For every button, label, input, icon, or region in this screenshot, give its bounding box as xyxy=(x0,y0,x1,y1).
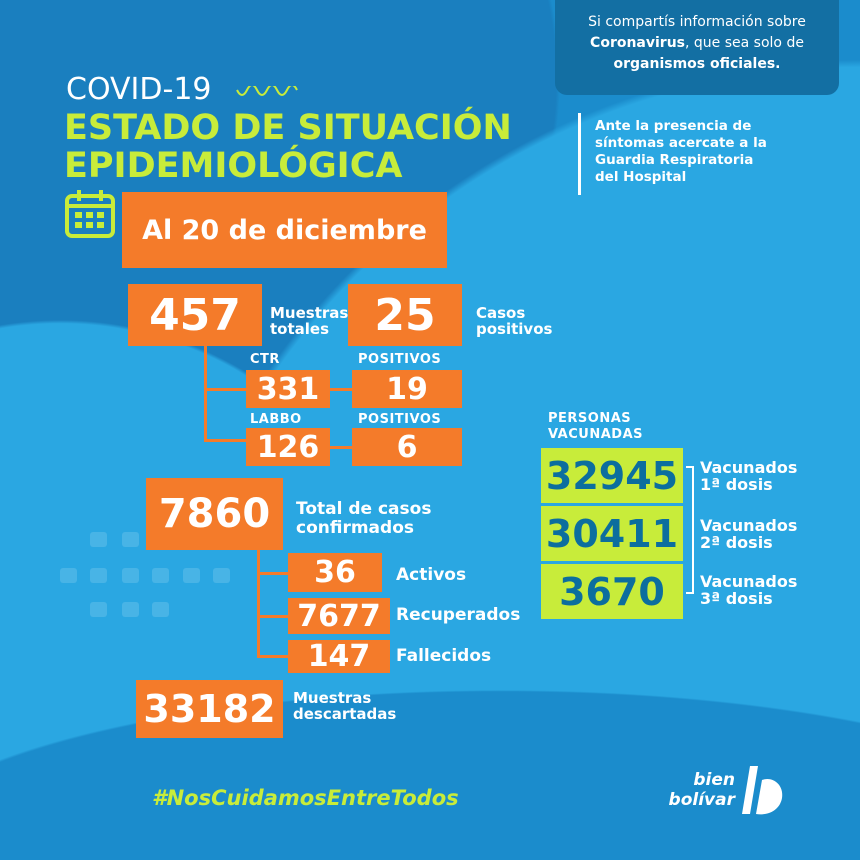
connector-line xyxy=(328,388,354,391)
ctr-label: CTR xyxy=(250,352,280,367)
active-value: 36 xyxy=(288,553,382,592)
discarded-value: 33182 xyxy=(136,680,283,738)
deaths-value: 147 xyxy=(288,640,390,673)
connector-line xyxy=(204,388,248,391)
total-cases-value: 7860 xyxy=(146,478,283,550)
bracket xyxy=(686,466,694,594)
dose3-value: 3670 xyxy=(541,564,683,619)
info-line2-rest: , que sea solo de xyxy=(685,35,804,51)
connector-line xyxy=(257,572,289,575)
wave-icon xyxy=(235,86,301,102)
labbo-label: LABBO xyxy=(250,412,302,427)
connector-line xyxy=(257,550,260,657)
total-cases-label: Total de casos confirmados xyxy=(296,499,432,538)
total-samples-value: 457 xyxy=(128,284,262,346)
logo-icon xyxy=(738,760,786,816)
recovered-value: 7677 xyxy=(288,598,390,634)
date-box: Al 20 de diciembre xyxy=(122,192,447,268)
info-line3: organismos oficiales. xyxy=(613,56,781,72)
dose3-label: Vacunados 3ª dosis xyxy=(700,572,798,608)
advice-text xyxy=(595,118,767,186)
labbo-value: 126 xyxy=(246,428,330,466)
connector-line xyxy=(328,446,354,449)
logo-text: bien bolívar xyxy=(668,770,735,810)
active-label: Activos xyxy=(396,565,467,585)
positive-cases-label: Casos positivos xyxy=(476,304,553,338)
title-line1: ESTADO DE SITUACIÓN xyxy=(64,108,512,148)
advice-line: síntomas acercate a la xyxy=(595,135,767,151)
connector-line xyxy=(204,346,207,441)
dose2-value: 30411 xyxy=(541,506,683,561)
connector-line xyxy=(204,439,248,442)
connector-line xyxy=(257,615,289,618)
labbo-positives-label: POSITIVOS xyxy=(358,412,442,427)
title-line2: EPIDEMIOLÓGICA xyxy=(64,146,403,186)
vaccinated-title: PERSONAS VACUNADAS xyxy=(548,411,643,442)
calendar-icon xyxy=(64,188,116,240)
ctr-value: 331 xyxy=(246,370,330,408)
advice-line: del Hospital xyxy=(595,169,687,185)
deaths-label: Fallecidos xyxy=(396,646,492,666)
dose1-label: Vacunados 1ª dosis xyxy=(700,458,798,494)
advice-line: Guardia Respiratoria xyxy=(595,152,754,168)
recovered-label: Recuperados xyxy=(396,605,521,625)
hashtag: #NosCuidamosEntreTodos xyxy=(152,786,459,810)
ctr-positives-value: 19 xyxy=(352,370,462,408)
advice-line: Ante la presencia de xyxy=(595,118,752,134)
covid-label: COVID-19 xyxy=(66,72,212,107)
dose1-value: 32945 xyxy=(541,448,683,503)
info-box xyxy=(555,0,839,95)
advice-divider xyxy=(578,113,581,195)
info-line1: Si compartís información sobre xyxy=(588,14,806,30)
discarded-label: Muestras descartadas xyxy=(293,689,397,723)
positive-cases-value: 25 xyxy=(348,284,462,346)
dose2-label: Vacunados 2ª dosis xyxy=(700,516,798,552)
connector-line xyxy=(257,655,289,658)
ctr-positives-label: POSITIVOS xyxy=(358,352,442,367)
labbo-positives-value: 6 xyxy=(352,428,462,466)
total-samples-label: Muestras totales xyxy=(270,304,349,338)
info-line2-bold: Coronavirus xyxy=(590,35,686,51)
